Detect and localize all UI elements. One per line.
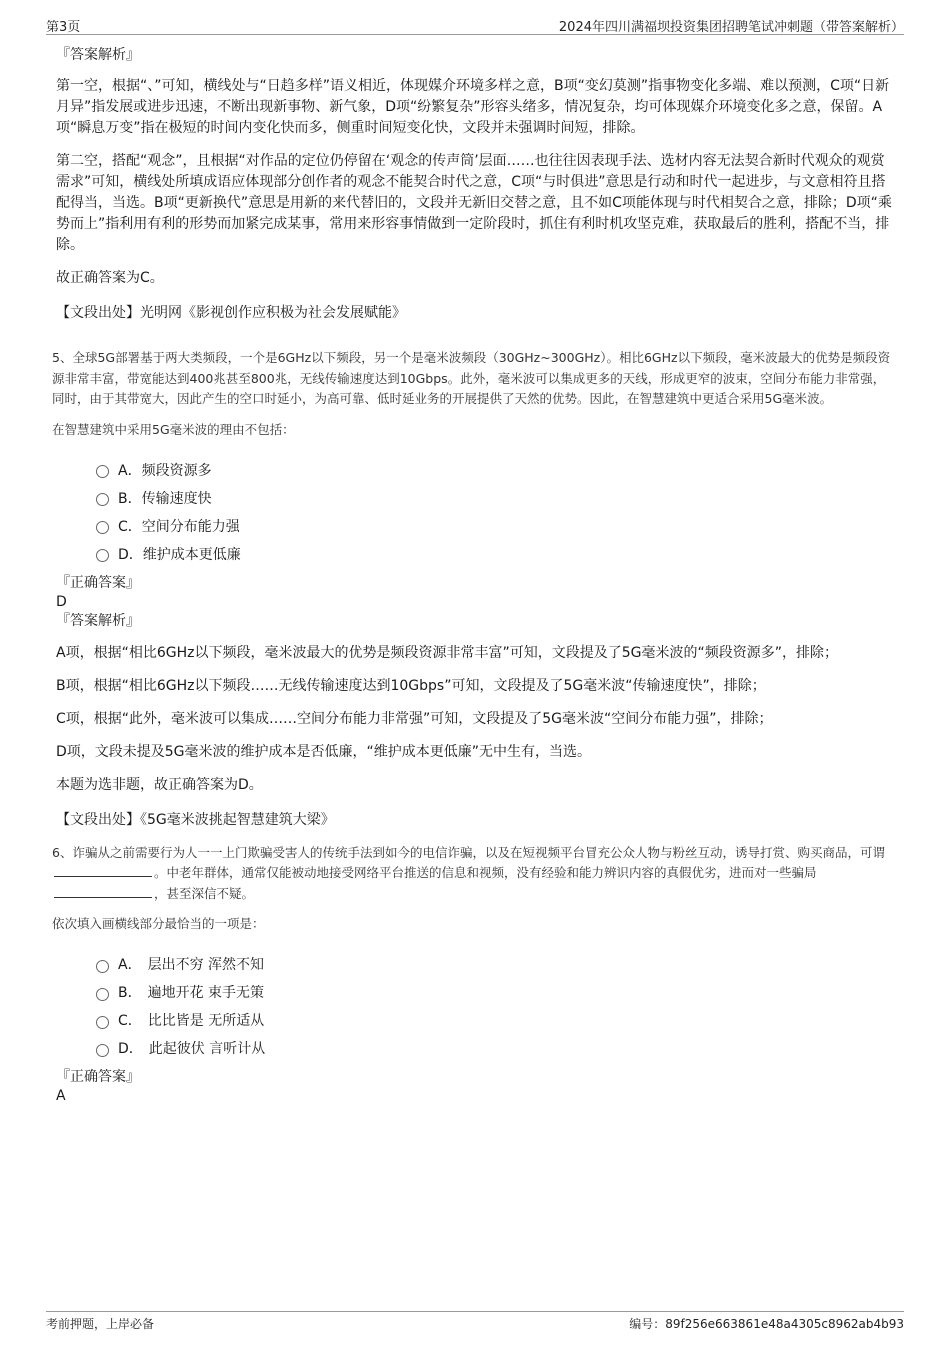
correct-answer-label: 『正确答案』 — [56, 574, 140, 591]
analysis-paragraph-2: 第二空，搭配“观念”，且根据“对作品的定位仍停留在‘观念的传声筒’层面……也往往因表现手法、选材内容无法契合新时代观众的观赏需求”可知，横线处所填成语应体现部分创作者的观念不能契合时代之意，C项“与时俱进”意思是行动和时代一起进步，与文意相符且搭配得当，当选。B项“更新换代”意思是用新的来代替旧的，文段并无新旧交替之意，且不如C项能体现与时代相契合之意，排除；D项“乘势而上”指利用有利的形势而加紧完成某事，常用来形容事情做到一定阶段时，抓住有利时机攻坚克难，获取最后的胜利，搭配不当，排除。 — [56, 153, 892, 253]
analysis-option-b: B项，根据“相比6GHz以下频段……无线传输速度达到10Gbps”可知，文段提及了5G毫米波“传输速度快”，排除； — [56, 677, 766, 694]
question-5-prompt: 在智慧建筑中采用5G毫米波的理由不包括： — [52, 421, 295, 437]
radio-button-icon[interactable] — [96, 988, 109, 1001]
radio-button-icon[interactable] — [96, 960, 109, 973]
analysis-paragraph-1: 第一空，根据“、”可知，横线处与“日趋多样”语义相近，体现媒介环境多样之意，B项“变幻莫测”指事物变化多端、难以预测，C项“日新月异”指发展或进步迅速，不断出现新事物、新气象，D项“纷繁复杂”形容头绪多，情况复杂，均可体现媒介环境变化多之意，保留。A项“瞬息万变”指在极短的时间内变化快而多，侧重时间短变化快，文段并未强调时间短，排除。 — [56, 78, 890, 136]
radio-button-icon[interactable] — [96, 521, 109, 534]
option-c[interactable]: C． 比比皆是 无所适从 — [96, 1006, 896, 1034]
correct-answer-label: 『正确答案』 — [56, 1069, 140, 1085]
question-6-prompt: 依次填入画横线部分最恰当的一项是： — [52, 916, 265, 931]
blank-2 — [54, 885, 152, 898]
option-b[interactable]: B． 遍地开花 束手无策 — [96, 978, 896, 1006]
analysis-conclusion: 本题为选非题，故正确答案为D。 — [56, 776, 263, 793]
footer-slogan: 考前押题，上岸必备 — [46, 1317, 155, 1331]
analysis-option-c: C项，根据“此外，毫米波可以集成……空间分布能力非常强”可知，文段提及了5G毫米波“空间分布能力强”，排除； — [56, 710, 773, 727]
analysis-option-a: A项，根据“相比6GHz以下频段，毫米波最大的优势是频段资源非常丰富”可知，文段提及了5G毫米波的“频段资源多”，排除； — [56, 644, 838, 661]
radio-button-icon[interactable] — [96, 1044, 109, 1057]
passage-source: 【文段出处】光明网《影视创作应积极为社会发展赋能》 — [56, 305, 406, 321]
option-a[interactable]: A． 层出不穷 浑然不知 — [96, 950, 896, 978]
radio-button-icon[interactable] — [96, 1016, 109, 1029]
document-id: 编号：89f256e663861e48a4305c8962ab4b93 — [629, 1317, 904, 1331]
page-footer — [46, 1311, 904, 1334]
blank-1 — [54, 864, 152, 877]
analysis-conclusion: 故正确答案为C。 — [56, 270, 164, 286]
option-d[interactable]: D． 此起彼伏 言听计从 — [96, 1034, 896, 1062]
option-c[interactable]: C． 空间分布能力强 — [96, 512, 896, 540]
correct-answer: D — [56, 593, 67, 610]
analysis-option-d: D项，文段未提及5G毫米波的维护成本是否低廉，“维护成本更低廉”无中生有，当选。 — [56, 743, 592, 760]
page-number: 第3页 — [46, 20, 81, 35]
analysis-label: 『答案解析』 — [56, 47, 140, 63]
correct-answer: A — [56, 1088, 66, 1104]
option-b[interactable]: B． 传输速度快 — [96, 484, 896, 512]
analysis-label: 『答案解析』 — [56, 612, 140, 629]
radio-button-icon[interactable] — [96, 493, 109, 506]
passage-source: 【文段出处】《5G毫米波挑起智慧建筑大梁》 — [56, 811, 335, 828]
option-a[interactable]: A． 频段资源多 — [96, 456, 896, 484]
radio-button-icon[interactable] — [96, 549, 109, 562]
question-6-options — [96, 950, 896, 1062]
page-content — [52, 44, 896, 1106]
question-5-options — [96, 456, 896, 568]
option-d[interactable]: D． 维护成本更低廉 — [96, 540, 896, 568]
question-6-text: 6、诈骗从之前需要行为人一一上门欺骗受害人的传统手法到如今的电信诈骗，以及在短视频平台冒充公众人物与粉丝互动，诱导打赏、购买商品，可谓。中老年群体，通常仅能被动地接受网络平台推送的信息和视频，没有经验和能力辨识内容的真假优劣，进而对一些骗局，甚至深信不疑。 — [52, 844, 885, 901]
document-title: 2024年四川满福坝投资集团招聘笔试冲刺题（带答案解析） — [558, 20, 904, 35]
page-header — [46, 14, 904, 35]
radio-button-icon[interactable] — [96, 465, 109, 478]
question-5-text: 5、全球5G部署基于两大类频段，一个是6GHz以下频段，另一个是毫米波频段（30GHz~300GHz）。相比6GHz以下频段，毫米波最大的优势是频段资源非常丰富，带宽能达到400兆甚至800兆，无线传输速度达到10Gbps。此外，毫米波可以集成更多的天线，形成更窄的波束，空间分布能力非常强，同时，由于其带宽大，因此产生的空口时延小，为高可靠、低时延业务的开展提供了天然的优势。因此，在智慧建筑中更适合采用5G毫米波。 — [52, 350, 891, 406]
